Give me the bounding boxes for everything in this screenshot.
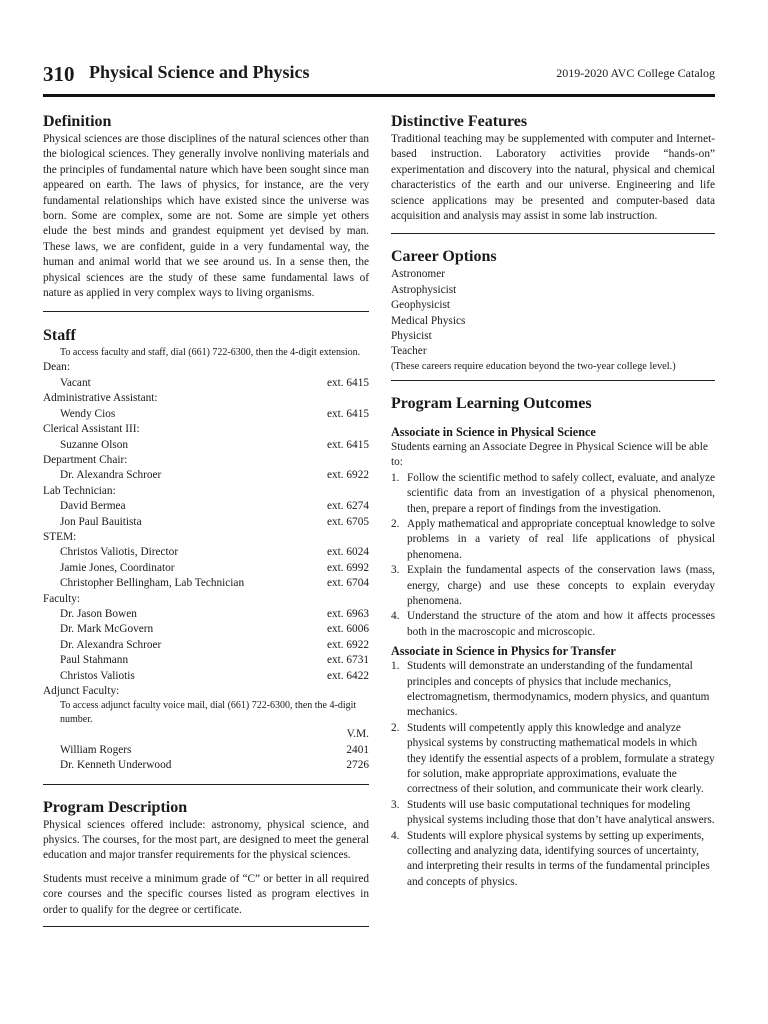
list-number: 4. [391, 610, 400, 623]
staff-row [43, 561, 369, 576]
staff-role: Faculty: [43, 592, 81, 605]
left-column [43, 112, 369, 927]
staff-intro: To access faculty and staff, dial (661) 722-6300, then the 4-digit extension. [60, 347, 361, 359]
divider [43, 784, 369, 785]
list-text: Students will use basic computational techniques for modeling physical systems including those that don’t have analytical answers. [407, 798, 715, 827]
staff-list [43, 360, 369, 684]
staff-row [43, 499, 369, 514]
staff-row [43, 607, 369, 622]
program-description-para2: Students must receive a minimum grade of “C” or better in all required core courses and the specific courses listed as program electives in order to qualify for the degree or certificate. [43, 872, 369, 916]
pt-outcome-item [391, 721, 715, 798]
career-item: Medical Physics [391, 314, 466, 327]
staff-name: Jamie Jones, Coordinator [60, 561, 175, 574]
ps-outcome-item [391, 471, 715, 517]
ps-outcomes-list [391, 471, 715, 640]
list-text: Explain the fundamental aspects of the conservation laws (mass, energy, charge) and use these concepts to explain everyday phenomena. [407, 564, 715, 607]
ps-heading: Associate in Science in Physical Science [391, 424, 596, 439]
staff-row [43, 545, 369, 560]
list-number: 2. [391, 721, 400, 734]
staff-ext: ext. 6731 [326, 654, 369, 667]
staff-heading: Staff [43, 327, 76, 345]
ps-outcome-item [391, 609, 715, 640]
divider [391, 233, 715, 234]
ps-outcome-item [391, 563, 715, 609]
staff-role: Lab Technician: [43, 484, 116, 497]
page-number: 310 [43, 62, 75, 86]
staff-role: Department Chair: [43, 453, 128, 466]
outcomes-heading: Program Learning Outcomes [391, 394, 592, 412]
catalog-name: 2019-2020 AVC College Catalog [556, 66, 715, 80]
list-text: Students will explore physical systems by setting up experiments, collecting and analyzing data, identifying sources of uncertainty, and interpreting their results in terms of the fundamental principles and concepts of physics. [407, 829, 710, 888]
adjunct-name: William Rogers [60, 743, 132, 756]
list-number: 2. [391, 517, 400, 530]
pt-outcome-item [391, 829, 715, 891]
list-number: 3. [391, 564, 400, 577]
staff-row [43, 576, 369, 591]
staff-ext: ext. 6415 [326, 376, 369, 389]
careers-note: (These careers require education beyond the two-year college level.) [391, 360, 676, 372]
staff-ext: ext. 6705 [326, 515, 369, 528]
list-text: Apply mathematical and appropriate conceptual knowledge to solve problems in a variety of real life applications of physical phenomena. [407, 517, 715, 561]
adjunct-vm: 2726 [346, 759, 369, 772]
staff-ext: ext. 6024 [326, 546, 369, 559]
staff-ext: ext. 6963 [326, 607, 369, 620]
career-item: Teacher [391, 345, 427, 358]
staff-ext: ext. 6992 [326, 561, 369, 574]
staff-name: Jon Paul Bauitista [60, 515, 142, 528]
staff-ext: ext. 6922 [326, 469, 369, 482]
staff-name: Christopher Bellingham, Lab Technician [60, 577, 245, 590]
staff-name: Dr. Jason Bowen [60, 607, 137, 620]
list-text: Students will competently apply this knowledge and analyze physical systems by constructing mathematical models in which they identify the essential aspects of a problem, formulate a strategy for solution, make appropriate approximations, evaluate the correctness of their solution, and communicate their work clearly. [407, 721, 715, 796]
staff-row [43, 438, 369, 453]
ps-outcome-item [391, 517, 715, 563]
staff-name: Vacant [60, 376, 91, 389]
staff-ext: ext. 6704 [326, 577, 369, 590]
list-number: 3. [391, 798, 400, 811]
list-text: Understand the structure of the atom and how it affects processes both in the macroscopic and microscopic. [407, 610, 715, 638]
vm-label: V.M. [346, 728, 369, 741]
adjunct-vm: 2401 [346, 743, 369, 756]
career-item: Astronomer [391, 268, 445, 281]
staff-name: David Bermea [60, 500, 126, 513]
divider [43, 926, 369, 927]
staff-row [43, 376, 369, 391]
ps-intro: Students earning an Associate Degree in Physical Science will be able to: [391, 440, 708, 469]
program-description-para1: Physical sciences offered include: astronomy, physical science, and physics. The courses, for the most part, are designed to meet the general education and major transfer requirements for the physical sciences. [43, 818, 369, 862]
staff-row [43, 515, 369, 530]
staff-row [43, 468, 369, 483]
right-column [391, 112, 715, 890]
adjunct-row [43, 743, 369, 758]
adjunct-name: Dr. Kenneth Underwood [60, 759, 172, 772]
staff-name: Dr. Alexandra Schroer [60, 638, 162, 651]
career-item: Astrophysicist [391, 283, 457, 296]
staff-name: Dr. Alexandra Schroer [60, 469, 162, 482]
staff-name: Wendy Cios [60, 407, 116, 420]
staff-name: Dr. Mark McGovern [60, 623, 154, 636]
distinctive-text: Traditional teaching may be supplemented with computer and Internet-based instruction. Laboratory activities provide “hands-on” experimentation and discovery into the natural, physical and chemical characteristics of the earth and our universe. Engineering and life science applications may be presented and computer-based data acquisition and analysis may assist in some lab instruction. [391, 133, 715, 223]
list-text: Students will demonstrate an understanding of the fundamental principles and concepts of physics that include mechanics, electromagnetism, thermodynamics, modern physics, and quantum mechanics. [407, 660, 710, 719]
pt-outcome-item [391, 798, 715, 829]
staff-row [43, 407, 369, 422]
staff-name: Christos Valiotis [60, 669, 135, 682]
staff-ext: ext. 6922 [326, 638, 369, 651]
staff-row [43, 653, 369, 668]
staff-ext: ext. 6415 [326, 438, 369, 451]
list-text: Follow the scientific method to safely collect, evaluate, and analyze scientific data from an investigation of a physical phenomenon, then, prepare a report of findings from the investigation. [407, 471, 715, 515]
page-title: Physical Science and Physics [89, 62, 310, 82]
staff-row [43, 638, 369, 653]
staff-role: Clerical Assistant III: [43, 423, 140, 436]
definition-heading: Definition [43, 113, 112, 130]
page-header [43, 58, 715, 97]
staff-ext: ext. 6415 [326, 407, 369, 420]
program-description-heading: Program Description [43, 798, 188, 816]
staff-role: Dean: [43, 361, 70, 374]
adjunct-list [43, 743, 369, 774]
staff-ext: ext. 6422 [326, 669, 369, 682]
staff-row [43, 622, 369, 637]
career-item: Physicist [391, 330, 432, 343]
divider [43, 311, 369, 312]
staff-name: Christos Valiotis, Director [60, 546, 179, 559]
list-number: 1. [391, 660, 400, 673]
career-list [391, 267, 715, 359]
staff-name: Paul Stahmann [60, 654, 129, 667]
career-item: Geophysicist [391, 299, 450, 312]
pt-outcome-item [391, 659, 715, 721]
careers-heading: Career Options [391, 248, 497, 266]
staff-ext: ext. 6274 [326, 500, 369, 513]
divider [391, 380, 715, 381]
pt-heading: Associate in Science in Physics for Transfer [391, 644, 616, 659]
adjunct-role: Adjunct Faculty: [43, 685, 120, 697]
vm-header-row [43, 727, 369, 742]
staff-row [43, 669, 369, 684]
pt-outcomes-list [391, 659, 715, 890]
distinctive-heading: Distinctive Features [391, 113, 528, 130]
staff-role: Administrative Assistant: [43, 392, 158, 405]
adjunct-row [43, 758, 369, 773]
staff-role: STEM: [43, 530, 77, 543]
list-number: 1. [391, 471, 400, 484]
staff-ext: ext. 6006 [326, 623, 369, 636]
definition-text: Physical sciences are those disciplines of the natural sciences other than the biological sciences. They generally involve nonliving materials and the principles of fundamental nature which have been sought since man appeared on earth. The laws of physics, for instance, are the very fundamental relationships which have existed since the universe was born. Some are complex, some are not. Some are simple yet others elude the best minds and grandest equipment yet devised by man. These laws, we are confident, guide in a very fundamental way, the human and animal world that we see around us. In a sense then, the physical sciences are the study of these same fundamental laws of nature as applied in very complex ways to living organisms. [43, 133, 369, 300]
list-number: 4. [391, 829, 400, 842]
adjunct-intro: To access adjunct faculty voice mail, dial (661) 722-6300, then the 4-digit number. [60, 700, 357, 726]
staff-name: Suzanne Olson [60, 438, 129, 451]
